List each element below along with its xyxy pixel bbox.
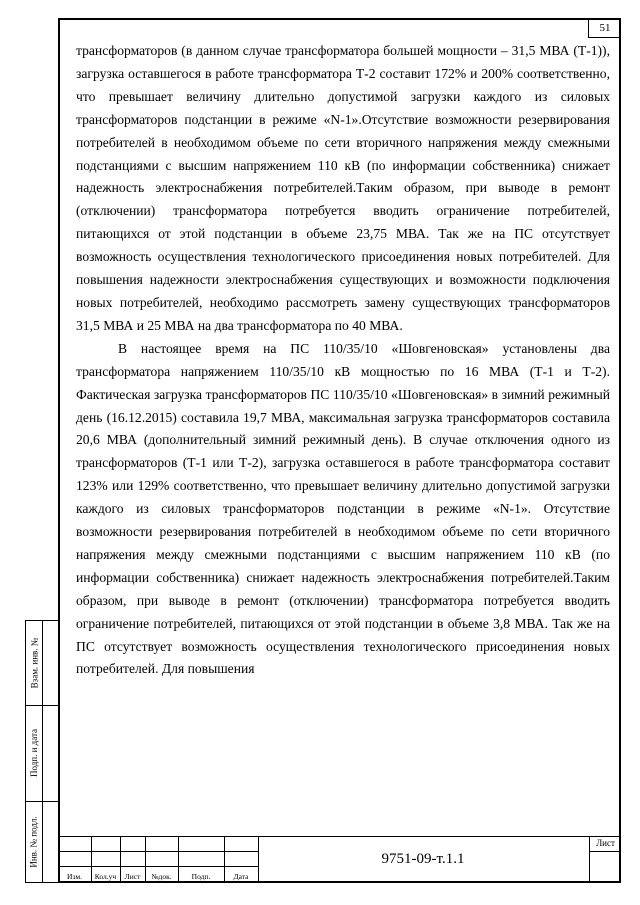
sheet-label: Лист <box>596 838 615 848</box>
tb-col-data: Дата <box>233 872 249 881</box>
sheet-cell <box>589 837 621 882</box>
document-number: 9751-09-т.1.1 <box>381 851 465 867</box>
side-label-inv-zam: Взам. инв. № <box>29 637 39 689</box>
tb-col-podp: Подп. <box>191 872 211 881</box>
side-label-inv-podl: Инв. № подл. <box>29 816 39 868</box>
tb-col-ndok: №док. <box>151 872 172 881</box>
paragraph-1: трансформаторов (в данном случае трансформатора большей мощности – 31,5 МВА (Т-1)), загрузка оставшегося в работе трансформатора Т-2 составит 172% и 200% соответственно, что превышает величину длительно допустимой загрузки каждого из силовых трансформаторов подстанции в режиме «N-1».Отсутствие возможности резервирования потребителей в необходимом объеме по сети вторичного напряжения между смежными подстанциями с высшим напряжением 110 кВ (по информации собственника) снижает надежность электроснабжения потребителей.Таким образом, при выводе в ремонт (отключении) трансформатора потребуется вводить ограничение потребителей, питающихся от этой подстанции в объеме 23,75 МВА. Так же на ПС отсутствует возможность осуществления технологического присоединения новых потребителей. Для повышения надежности электроснабжения существующих и возможности подключения новых потребителей, необходимо рассмотреть замену существующих трансформаторов 31,5 МВА и 25 МВА на два трансформатора по 40 МВА. <box>76 43 610 333</box>
paragraph-2: В настоящее время на ПС 110/35/10 «Шовгеновская» установлены два трансформатора напряжением 110/35/10 кВ мощностью по 16 МВА (Т-1 и Т-2). Фактическая загрузка трансформаторов ПС 110/35/10 «Шовгеновская» в зимний режимный день (16.12.2015) составила 19,7 МВА, максимальная загрузка трансформаторов составила 20,6 МВА (дополнительный зимний режимный день). В случае отключения одного из трансформаторов (Т-1 или Т-2), загрузка оставшегося в работе трансформатора составит 123% или 129% соответственно, что превышает величину длительно допустимой загрузки каждого из силовых трансформаторов подстанции в режиме «N-1». Отсутствие возможности резервирования потребителей в необходимом объеме по сети вторичного напряжения между смежными подстанциями с высшим напряжением 110 кВ (по информации собственника) снижает надежность электроснабжения потребителей.Таким образом, при выводе в ремонт (отключении) трансформатора потребуется вводить ограничение потребителей, питающихся от этой подстанции в объеме 3,8 МВА. Так же на ПС отсутствует возможность осуществления технологического присоединения новых потребителей. Для повышения <box>76 340 610 677</box>
side-stamp <box>25 620 58 883</box>
tb-col-list: Лист <box>124 872 141 881</box>
title-block <box>58 836 621 883</box>
tb-col-kol-uch: Кол.уч <box>94 872 117 881</box>
document-body <box>76 40 610 681</box>
tb-col-izm: Изм. <box>67 872 82 881</box>
side-label-podp-data: Подп. и дата <box>29 728 39 778</box>
page-number: 51 <box>588 18 621 38</box>
